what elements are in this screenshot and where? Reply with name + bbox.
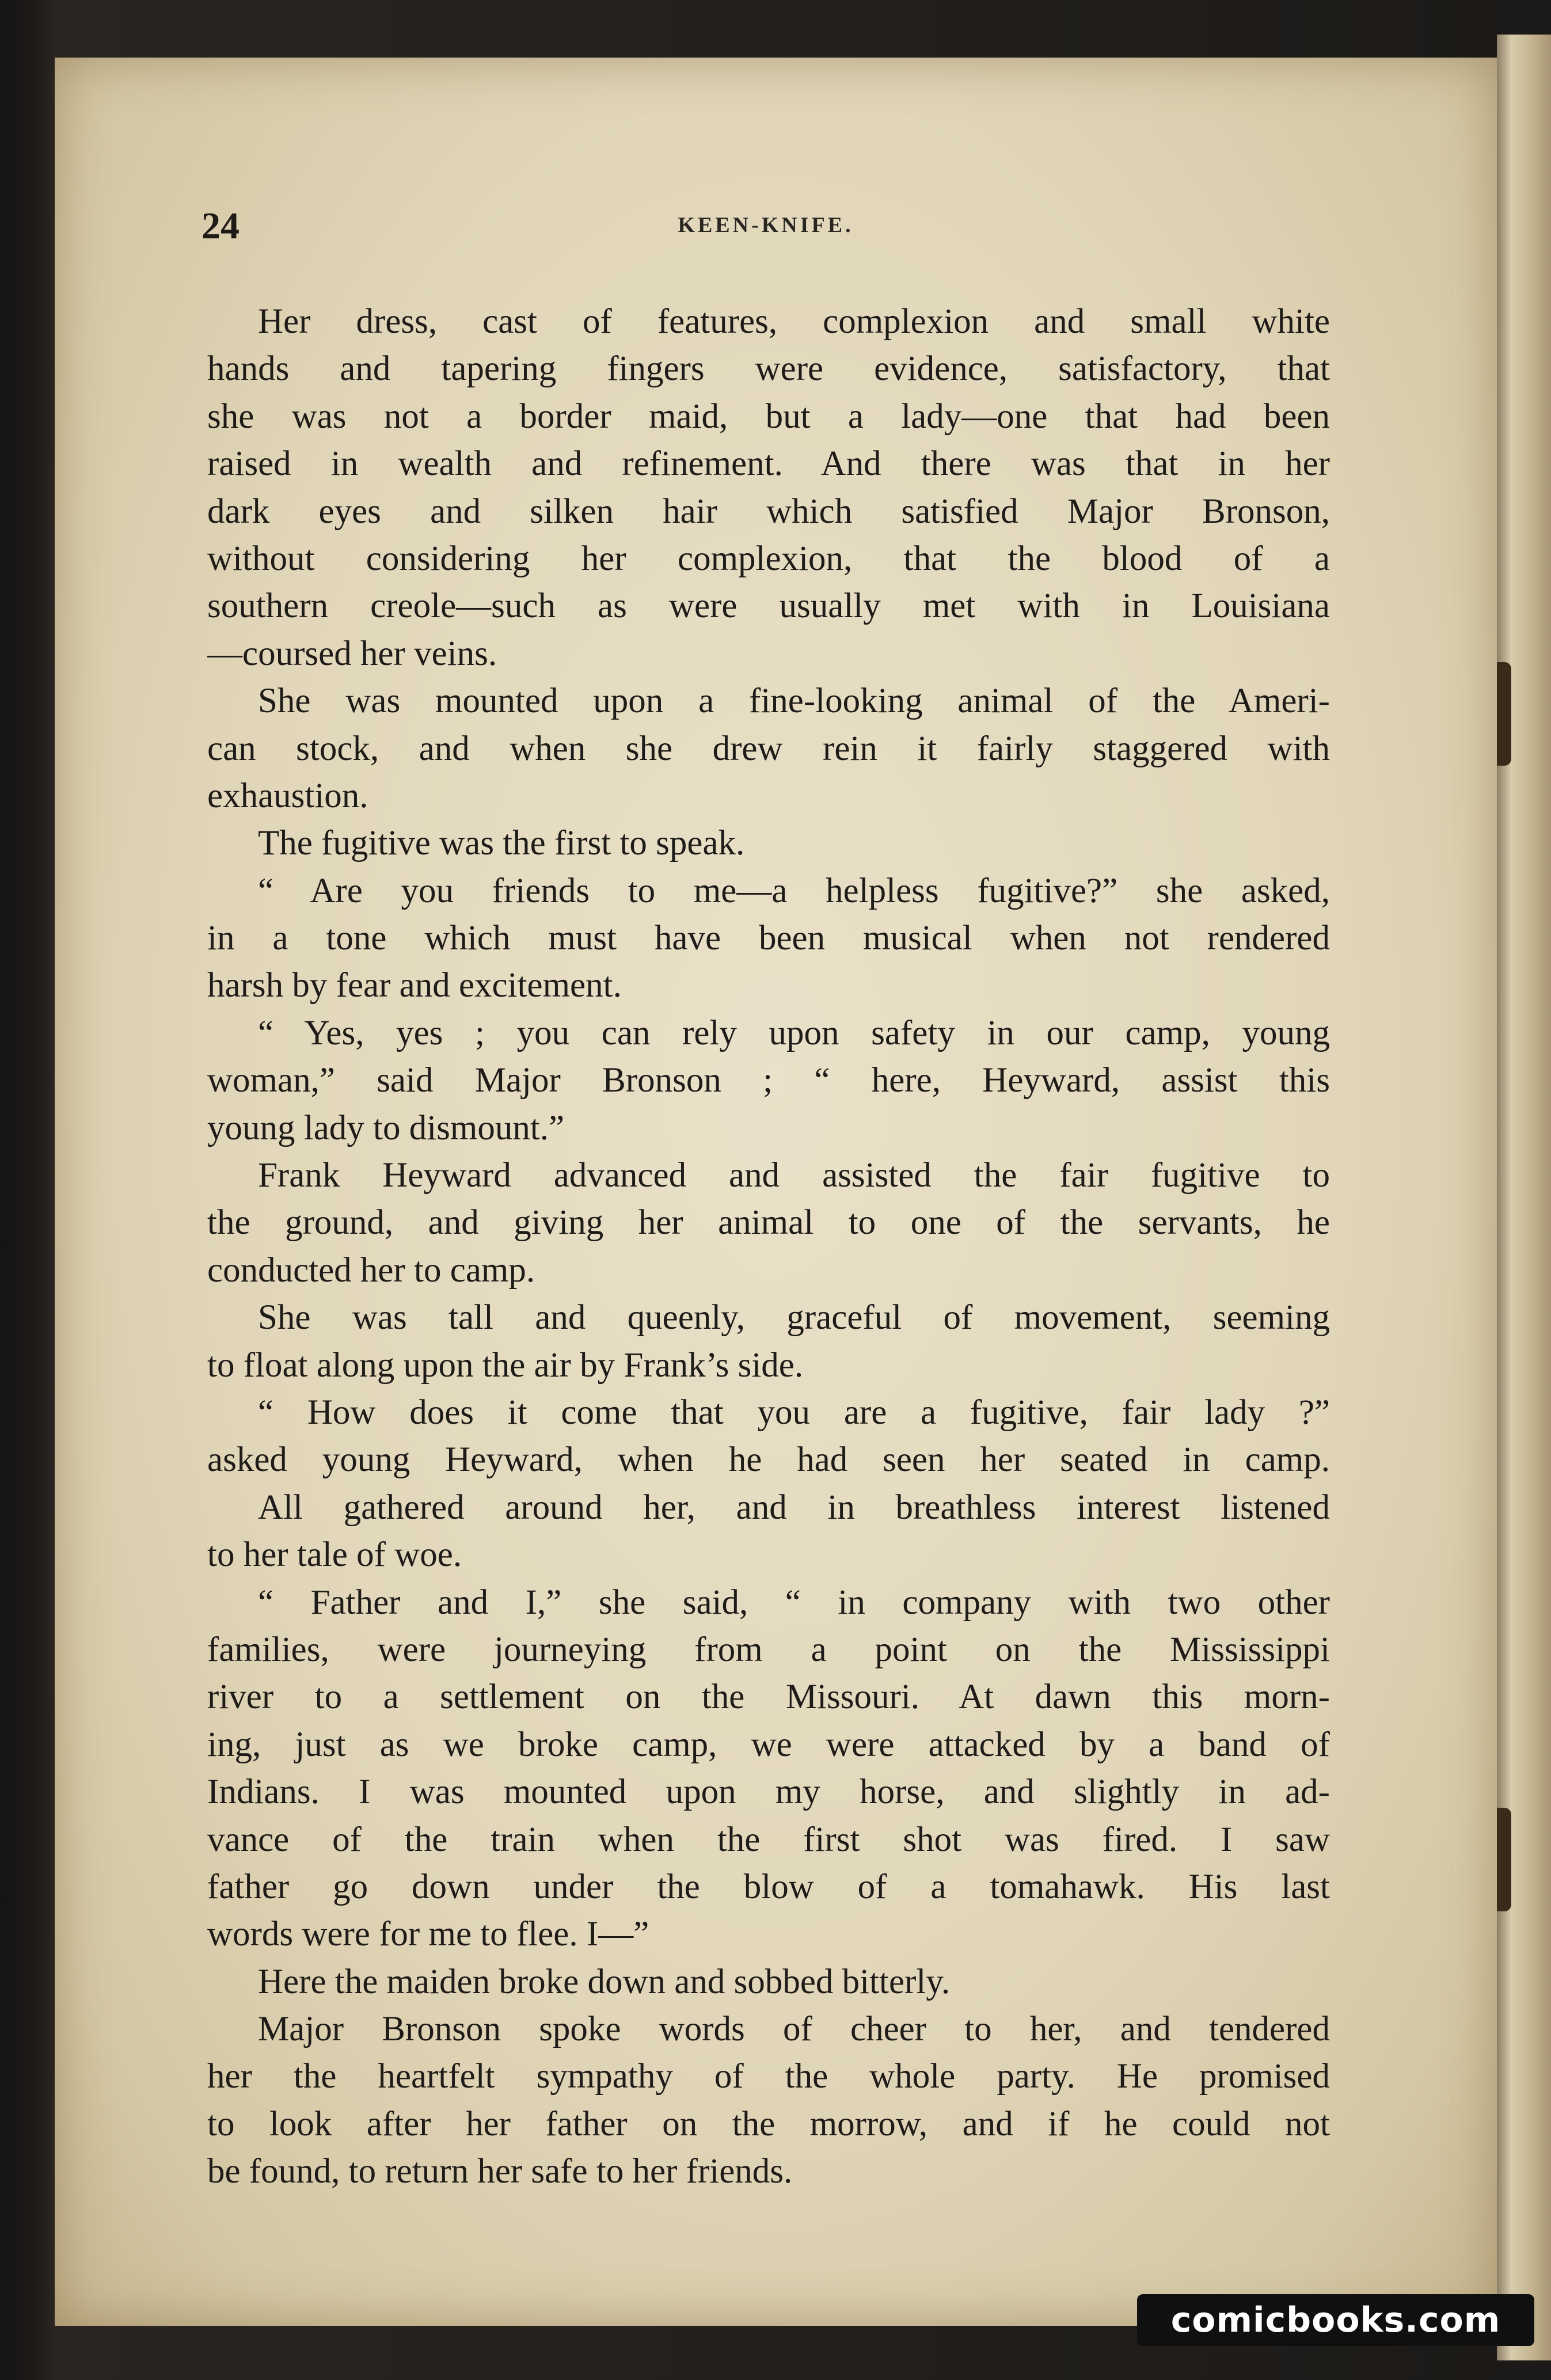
text-line: “ Yes, yes ; you can rely upon safety in our camp, young <box>258 1013 1330 1052</box>
text-line: she was not a border maid, but a lady—one that had been <box>207 397 1330 436</box>
text-line: her the heartfelt sympathy of the whole party. He promised <box>207 2057 1330 2096</box>
text-line: river to a settlement on the Missouri. At dawn this morn- <box>207 1678 1330 1717</box>
text-line: asked young Heyward, when he had seen her seated in camp. <box>207 1440 1330 1480</box>
text-line: ing, just as we broke camp, we were attacked by a band of <box>207 1725 1330 1764</box>
text-line: “ Father and I,” she said, “ in company with two other <box>258 1583 1330 1622</box>
text-line: be found, to return her safe to her friends. <box>207 2152 793 2191</box>
text-line: conducted her to camp. <box>207 1250 535 1290</box>
text-line: families, were journeying from a point on the Mississippi <box>207 1630 1330 1669</box>
text-line: She was mounted upon a fine-looking animal of the Ameri- <box>258 682 1330 721</box>
text-line: Her dress, cast of features, complexion and small white <box>258 302 1330 341</box>
running-title: KEEN-KNIFE. <box>678 213 854 237</box>
running-head <box>202 204 1330 256</box>
text-line: harsh by fear and excitement. <box>207 966 622 1005</box>
text-line: exhaustion. <box>207 776 368 815</box>
text-line: Major Bronson spoke words of cheer to her, and tendered <box>258 2010 1330 2049</box>
text-line: dark eyes and silken hair which satisfied Major Bronson, <box>207 492 1330 531</box>
text-line: She was tall and queenly, graceful of movement, seeming <box>258 1298 1330 1337</box>
book-spine-edge <box>1497 35 1551 2360</box>
text-line: the ground, and giving her animal to one of the servants, he <box>207 1203 1330 1242</box>
text-line: Indians. I was mounted upon my horse, and slightly in ad- <box>207 1773 1330 1812</box>
watermark-logo[interactable]: comicbooks.com <box>1137 2294 1534 2346</box>
text-line: —coursed her veins. <box>207 634 497 673</box>
text-line: raised in wealth and refinement. And there was that in her <box>207 444 1330 484</box>
text-line: The fugitive was the first to speak. <box>258 824 745 863</box>
page-number: 24 <box>202 205 240 247</box>
text-line: hands and tapering fingers were evidence, satisfactory, that <box>207 349 1330 389</box>
text-line: without considering her complexion, that the blood of a <box>207 539 1330 578</box>
text-line: father go down under the blow of a tomahawk. His last <box>207 1867 1330 1906</box>
text-line: All gathered around her, and in breathless interest listened <box>258 1488 1330 1527</box>
text-line: woman,” said Major Bronson ; “ here, Heyward, assist this <box>207 1061 1330 1100</box>
text-line: words were for me to flee. I—” <box>207 1915 649 1954</box>
text-line: to float along upon the air by Frank’s side. <box>207 1345 804 1385</box>
text-line: Here the maiden broke down and sobbed bitterly. <box>258 1962 951 2001</box>
body-text <box>207 298 1330 2196</box>
text-line: to look after her father on the morrow, and if he could not <box>207 2104 1330 2143</box>
text-line: in a tone which must have been musical when not rendered <box>207 919 1330 958</box>
text-line: “ How does it come that you are a fugitive, fair lady ?” <box>258 1393 1330 1432</box>
text-line: southern creole—such as were usually met with in Louisiana <box>207 587 1330 626</box>
text-line: Frank Heyward advanced and assisted the fair fugitive to <box>258 1156 1330 1195</box>
text-line: can stock, and when she drew rein it fairly staggered with <box>207 729 1330 768</box>
text-line: “ Are you friends to me—a helpless fugitive?” she asked, <box>258 871 1330 910</box>
text-line: vance of the train when the first shot was fired. I saw <box>207 1820 1330 1859</box>
text-line: young lady to dismount.” <box>207 1108 565 1147</box>
text-line: to her tale of woe. <box>207 1535 462 1575</box>
